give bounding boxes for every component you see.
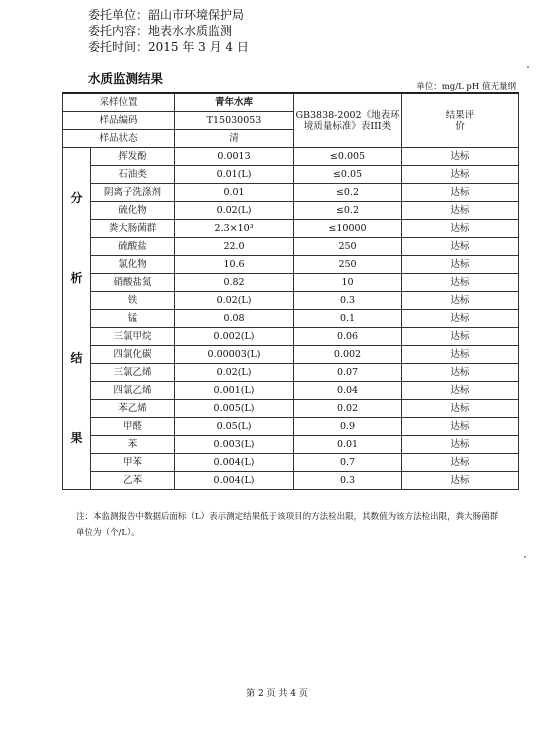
cell-value: 0.01(L) — [175, 166, 294, 184]
cell-value: 0.05(L) — [175, 418, 294, 436]
table-row — [63, 418, 519, 436]
cell-result: 达标 — [402, 472, 519, 490]
cell-item: 氯化物 — [91, 256, 175, 274]
side-label-char: 结 — [70, 351, 83, 365]
cell-standard: ≤0.05 — [294, 166, 402, 184]
side-label-char: 果 — [70, 431, 83, 445]
cell-value: 22.0 — [175, 238, 294, 256]
label-location: 采样位置 — [63, 93, 175, 112]
cell-result: 达标 — [402, 364, 519, 382]
table-row — [63, 292, 519, 310]
table-row — [63, 364, 519, 382]
cell-value: 0.0013 — [175, 148, 294, 166]
client-line: 委托单位：韶山市环境保护局 — [88, 8, 245, 22]
cell-result: 达标 — [402, 436, 519, 454]
cell-result: 达标 — [402, 292, 519, 310]
cell-item: 硫酸盐 — [91, 238, 175, 256]
cell-value: 0.002(L) — [175, 328, 294, 346]
side-label-char: 分 — [70, 191, 83, 205]
cell-value: 0.004(L) — [175, 454, 294, 472]
cell-standard: 0.07 — [294, 364, 402, 382]
cell-standard: 0.01 — [294, 436, 402, 454]
cell-item: 三氯甲烷 — [91, 328, 175, 346]
cell-standard: ≤0.2 — [294, 202, 402, 220]
cell-result: 达标 — [402, 148, 519, 166]
cell-result: 达标 — [402, 400, 519, 418]
table-row — [63, 148, 519, 166]
cell-result: 达标 — [402, 382, 519, 400]
location-value: 青年水库 — [175, 93, 294, 112]
cell-standard: 0.04 — [294, 382, 402, 400]
side-label — [63, 148, 91, 490]
cell-value: 2.3×10³ — [175, 220, 294, 238]
table-row — [63, 166, 519, 184]
cell-result: 达标 — [402, 418, 519, 436]
results-table — [62, 92, 519, 490]
cell-value: 0.02(L) — [175, 202, 294, 220]
table-row — [63, 436, 519, 454]
sample-state-value: 清 — [175, 130, 294, 148]
cell-value: 0.82 — [175, 274, 294, 292]
table-row — [63, 472, 519, 490]
cell-value: 0.004(L) — [175, 472, 294, 490]
cell-standard: ≤0.005 — [294, 148, 402, 166]
table-row — [63, 184, 519, 202]
section-title: 水质监测结果 — [88, 71, 164, 86]
result-header: 结果评价 — [402, 93, 519, 148]
cell-value: 0.02(L) — [175, 292, 294, 310]
cell-value: 0.08 — [175, 310, 294, 328]
table-row — [63, 346, 519, 364]
time-line: 委托时间：2015 年 3 月 4 日 — [88, 40, 249, 54]
cell-standard: 0.3 — [294, 292, 402, 310]
cell-result: 达标 — [402, 202, 519, 220]
cell-standard: 0.9 — [294, 418, 402, 436]
label-sample-id: 样品编码 — [63, 112, 175, 130]
cell-result: 达标 — [402, 238, 519, 256]
cell-item: 铁 — [91, 292, 175, 310]
table-row — [63, 454, 519, 472]
scan-mark — [527, 66, 529, 68]
cell-standard: 250 — [294, 256, 402, 274]
cell-value: 0.003(L) — [175, 436, 294, 454]
cell-item: 阴离子洗涤剂 — [91, 184, 175, 202]
cell-result: 达标 — [402, 220, 519, 238]
cell-standard: 0.1 — [294, 310, 402, 328]
table-row — [63, 202, 519, 220]
cell-result: 达标 — [402, 328, 519, 346]
cell-standard: 10 — [294, 274, 402, 292]
cell-result: 达标 — [402, 310, 519, 328]
cell-value: 0.02(L) — [175, 364, 294, 382]
cell-item: 挥发酚 — [91, 148, 175, 166]
cell-item: 苯 — [91, 436, 175, 454]
cell-result: 达标 — [402, 274, 519, 292]
sample-id-value: T15030053 — [175, 112, 294, 130]
table-row — [63, 256, 519, 274]
content-line: 委托内容：地表水水质监测 — [88, 24, 233, 38]
cell-result: 达标 — [402, 454, 519, 472]
cell-item: 硝酸盐氮 — [91, 274, 175, 292]
cell-standard: 0.7 — [294, 454, 402, 472]
label-sample-state: 样品状态 — [63, 130, 175, 148]
side-label-char: 析 — [70, 271, 83, 285]
cell-item: 苯乙烯 — [91, 400, 175, 418]
cell-item: 甲苯 — [91, 454, 175, 472]
cell-item: 甲醛 — [91, 418, 175, 436]
cell-item: 三氯乙烯 — [91, 364, 175, 382]
cell-item: 乙苯 — [91, 472, 175, 490]
table-row — [63, 400, 519, 418]
unit-note: 单位：mg/L pH 值无量纲 — [416, 82, 516, 92]
cell-item: 锰 — [91, 310, 175, 328]
cell-standard: ≤0.2 — [294, 184, 402, 202]
table-row — [63, 220, 519, 238]
cell-value: 0.00003(L) — [175, 346, 294, 364]
cell-result: 达标 — [402, 166, 519, 184]
cell-value: 0.001(L) — [175, 382, 294, 400]
cell-item: 硫化物 — [91, 202, 175, 220]
table-row — [63, 382, 519, 400]
cell-result: 达标 — [402, 184, 519, 202]
cell-standard: 0.002 — [294, 346, 402, 364]
cell-item: 四氯化碳 — [91, 346, 175, 364]
cell-result: 达标 — [402, 346, 519, 364]
cell-standard: 0.02 — [294, 400, 402, 418]
cell-item: 粪大肠菌群 — [91, 220, 175, 238]
cell-standard: ≤10000 — [294, 220, 402, 238]
table-row — [63, 238, 519, 256]
scan-mark — [524, 556, 526, 558]
cell-value: 10.6 — [175, 256, 294, 274]
table-row — [63, 328, 519, 346]
table-row — [63, 274, 519, 292]
cell-result: 达标 — [402, 256, 519, 274]
page-number: 第 2 页 共 4 页 — [246, 689, 308, 699]
cell-item: 石油类 — [91, 166, 175, 184]
cell-standard: 250 — [294, 238, 402, 256]
cell-value: 0.005(L) — [175, 400, 294, 418]
standard-header: GB3838-2002《地表环境质量标准》表III类 — [294, 93, 402, 148]
cell-standard: 0.06 — [294, 328, 402, 346]
footnote: 注：本监测报告中数据后面标（L）表示测定结果低于该项目的方法检出限，其数值为该方法检出限，粪大肠菌群单位为（个/L）。 — [76, 512, 499, 538]
cell-value: 0.01 — [175, 184, 294, 202]
table-row — [63, 310, 519, 328]
cell-standard: 0.3 — [294, 472, 402, 490]
cell-item: 四氯乙烯 — [91, 382, 175, 400]
